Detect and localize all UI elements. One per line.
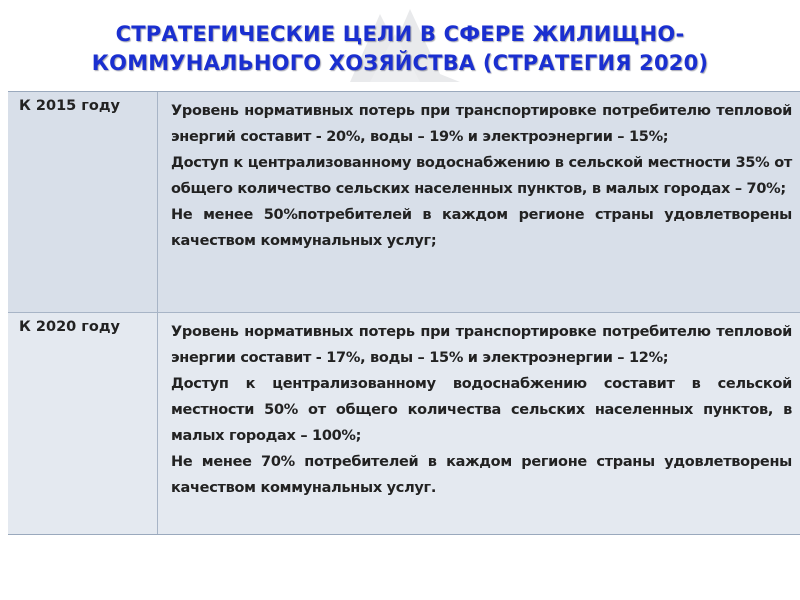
- page-title: [0, 20, 800, 78]
- goal-item: Не менее 50%потребителей в каждом регионе страны удовлетворены качеством коммунальных услуг;: [171, 207, 792, 249]
- page-title-line-2: КОММУНАЛЬНОГО ХОЗЯЙСТВА (СТРАТЕГИЯ 2020): [91, 51, 709, 75]
- year-cell: К 2015 году: [8, 92, 158, 312]
- goals-cell: [158, 313, 800, 534]
- year-cell: К 2020 году: [8, 313, 158, 534]
- goal-item: Не менее 70% потребителей в каждом регионе страны удовлетворены качеством коммунальных услуг.: [171, 454, 792, 496]
- page-title-line-1: СТРАТЕГИЧЕСКИЕ ЦЕЛИ В СФЕРЕ ЖИЛИЩНО-: [115, 22, 685, 46]
- goal-item: Доступ к централизованному водоснабжению в сельской местности 35% от общего количество сельских населенных пунктов, в малых городах – 70%;: [171, 155, 792, 197]
- table-row-2020: [8, 313, 800, 534]
- goals-table: [8, 91, 800, 535]
- goals-cell: [158, 92, 800, 312]
- goal-item: Уровень нормативных потерь при транспортировке потребителю тепловой энергии составит - 17%, воды – 15% и электроэнергии – 12%;: [171, 324, 792, 366]
- goal-item: Уровень нормативных потерь при транспортировке потребителю тепловой энергий составит - 20%, воды – 19% и электроэнергии – 15%;: [171, 103, 792, 145]
- goal-item: Доступ к централизованному водоснабжению составит в сельской местности 50% от общего количества сельских населенных пунктов, в малых городах – 100%;: [171, 376, 792, 444]
- table-row-2015: [8, 92, 800, 313]
